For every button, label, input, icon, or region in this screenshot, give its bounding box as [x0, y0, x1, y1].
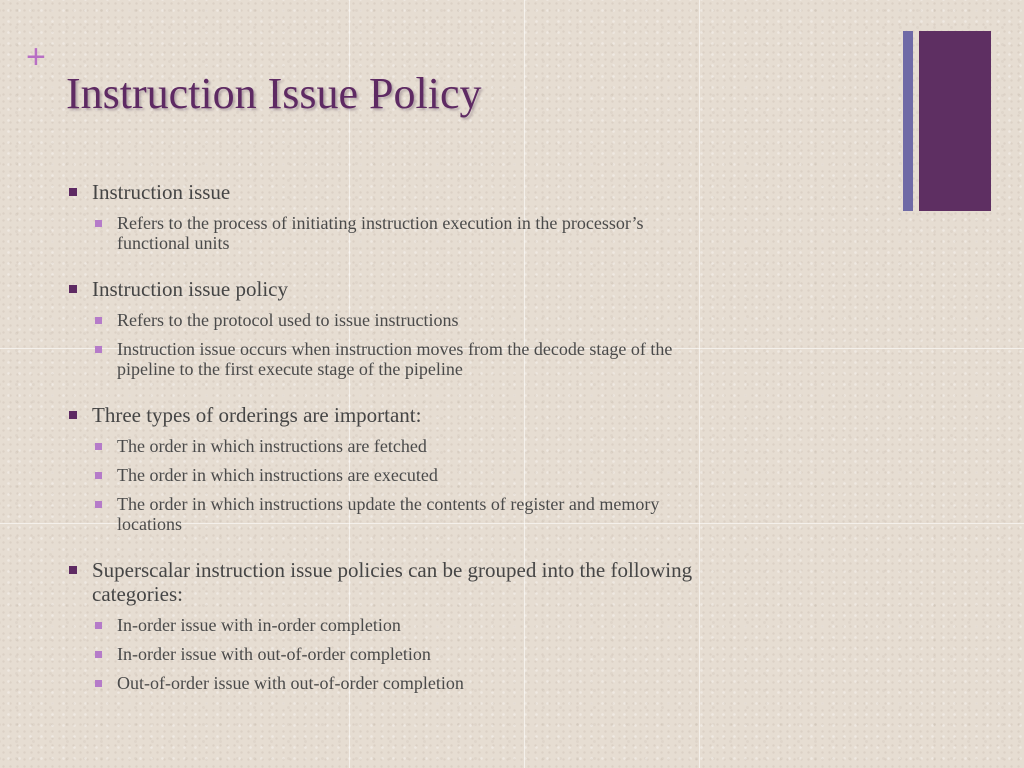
bullet-text: Three types of orderings are important:	[92, 403, 422, 427]
bullet-three-orderings	[66, 403, 896, 427]
bullet-superscalar-policies	[66, 558, 896, 606]
sub-bullet-line: In-order issue with in-order completion	[117, 615, 401, 635]
sub-bullet	[66, 213, 896, 253]
slide-content	[66, 180, 896, 693]
square-bullet-icon	[69, 285, 77, 293]
sub-bullet-line: Refers to the process of initiating instruction execution in the processor’s	[117, 213, 644, 233]
square-bullet-icon	[69, 566, 77, 574]
square-bullet-icon	[95, 443, 102, 450]
square-bullet-icon	[95, 622, 102, 629]
sub-bullet	[66, 339, 896, 379]
bullet-text: Instruction issue	[92, 180, 231, 204]
sub-bullet-line: pipeline to the first execute stage of the pipeline	[117, 359, 463, 379]
square-bullet-icon	[95, 220, 102, 227]
square-bullet-icon	[69, 188, 77, 196]
bullet-line: Superscalar instruction issue policies can be grouped into the following	[92, 558, 693, 582]
sub-bullet	[66, 310, 896, 330]
sub-bullet-line: Refers to the protocol used to issue instructions	[117, 310, 459, 330]
sub-bullet-line: In-order issue with out-of-order completion	[117, 644, 431, 664]
bullet-line: categories:	[92, 582, 183, 606]
sub-bullet	[66, 615, 896, 635]
sub-bullet-line: locations	[117, 514, 182, 534]
square-bullet-icon	[95, 680, 102, 687]
slide-title: Instruction Issue Policy	[66, 69, 482, 118]
sub-bullet-line: Out-of-order issue with out-of-order completion	[117, 673, 464, 693]
sub-bullet-line: The order in which instructions update the contents of register and memory	[117, 494, 660, 514]
sub-bullet	[66, 436, 896, 456]
sub-bullet	[66, 673, 896, 693]
square-bullet-icon	[69, 411, 77, 419]
bullet-text: Instruction issue policy	[92, 277, 288, 301]
square-bullet-icon	[95, 501, 102, 508]
sub-bullet	[66, 644, 896, 664]
square-bullet-icon	[95, 651, 102, 658]
bullet-instruction-issue	[66, 180, 896, 204]
square-bullet-icon	[95, 317, 102, 324]
sub-bullet-line: The order in which instructions are fetched	[117, 436, 427, 456]
square-bullet-icon	[95, 472, 102, 479]
accent-bar-thin	[903, 31, 913, 211]
accent-bar-thick	[919, 31, 991, 211]
sub-bullet	[66, 494, 896, 534]
sub-bullet-line: functional units	[117, 233, 230, 253]
sub-bullet-line: Instruction issue occurs when instruction moves from the decode stage of the	[117, 339, 673, 359]
sub-bullet-line: The order in which instructions are executed	[117, 465, 438, 485]
bullet-instruction-issue-policy	[66, 277, 896, 301]
sub-bullet	[66, 465, 896, 485]
square-bullet-icon	[95, 346, 102, 353]
plus-icon: +	[26, 38, 46, 76]
